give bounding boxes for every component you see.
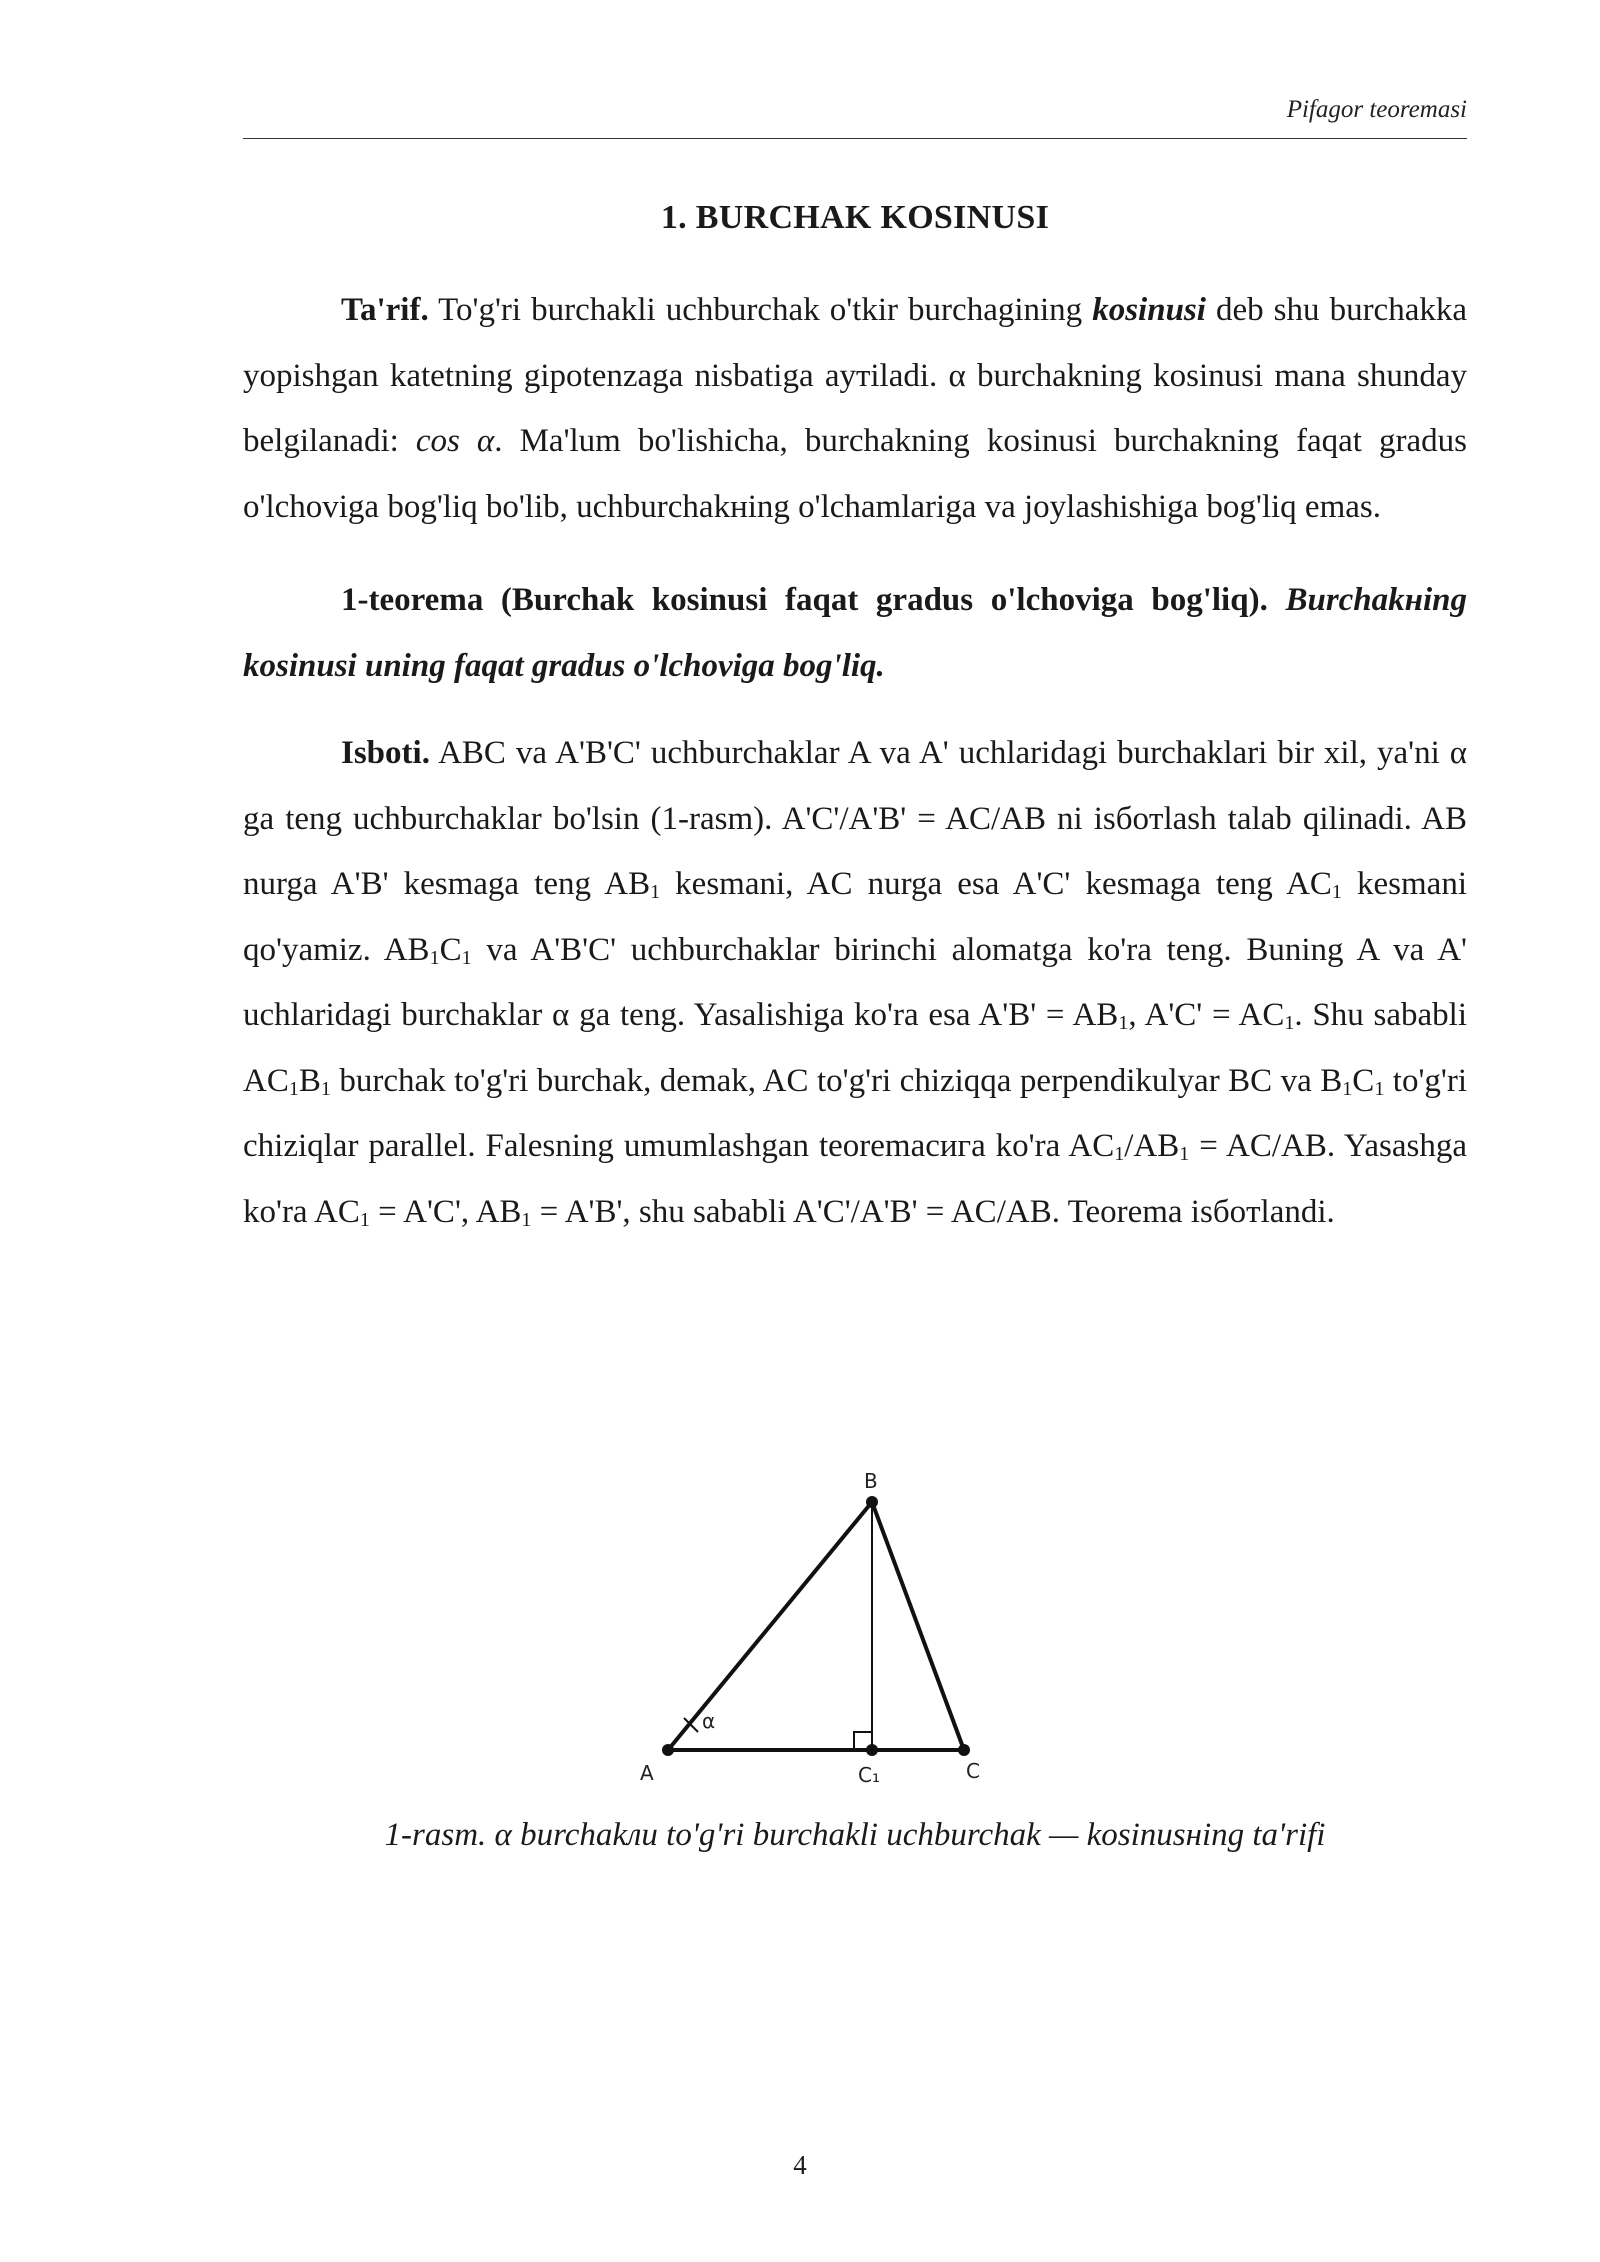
proof-text: kesmani qo'yamiz. AB <box>243 866 1467 968</box>
label-c1: C₁ <box>858 1763 880 1787</box>
proof-paragraph <box>243 721 1467 1245</box>
definition-paragraph <box>243 278 1467 540</box>
definition-term: kosinusi <box>1092 292 1206 328</box>
proof-text: . Shu sababli AC <box>243 997 1468 1099</box>
definition-text-1: To'g'ri burchakli uchburchak o'tkir burchagining <box>428 292 1093 328</box>
label-alpha: α <box>702 1709 716 1733</box>
definition-notation: cos α <box>415 423 495 459</box>
proof-text: B <box>298 1062 321 1099</box>
vertex-a <box>662 1744 674 1756</box>
theorem-paragraph <box>243 568 1467 699</box>
vertex-b <box>866 1496 878 1508</box>
subscript: 1 <box>650 881 661 903</box>
figure-caption: 1-rasm. α burchakли to'g'ri burchakli uchburchak — kosinusнing ta'rifi <box>384 1817 1326 1853</box>
subscript: 1 <box>288 1077 299 1100</box>
proof-text: = A'B', shu sababli A'C'/A'B' = AC/AB. Teorema isбoтlandi. <box>531 1193 1335 1230</box>
section-title: 1. BURCHAK KOSINUSI <box>660 199 1050 236</box>
proof-text: C <box>1352 1062 1375 1099</box>
proof-text: /AB <box>1124 1128 1180 1164</box>
vertex-c <box>958 1744 970 1756</box>
label-b: B <box>864 1469 878 1493</box>
subscript: 1 <box>1331 881 1342 903</box>
subscript: 1 <box>429 946 440 969</box>
subscript: 1 <box>320 1077 331 1100</box>
proof-text: = AC/AB. Yasashga ko'ra AC <box>243 1128 1468 1230</box>
subscript: 1 <box>1284 1012 1295 1034</box>
theorem-head: 1-teorema (Burchak kosinusi faqat gradus o'lchoviga bog'liq). <box>341 582 1268 618</box>
page-number: 4 <box>793 2150 807 2180</box>
subscript: 1 <box>1114 1143 1125 1165</box>
side-ab <box>668 1502 872 1750</box>
proof-text: , A'C' = AC <box>1128 997 1285 1033</box>
subscript: 1 <box>359 1208 370 1231</box>
triangle-figure <box>600 1460 1020 1800</box>
subscript: 1 <box>1342 1077 1353 1100</box>
proof-text: C <box>439 931 462 968</box>
proof-text: kesmani, AC nurga esa A'C' kesmaga teng AC <box>660 866 1332 902</box>
definition-text-2: deb shu burchakka yopishgan katetning gipotenzaga nisbatiga aутiladi. α burchakning kosinusi mana shunday belgilanadi: <box>243 292 1467 459</box>
proof-text: va A'B'C' uchburchaklar birinchi alomatga ko'ra teng. Buning A va A' uchlaridagi burchaklar α ga teng. Yasalishiga ko'ra esa A'B' = AB <box>243 931 1467 1033</box>
theorem-statement: Burchakнing kosinusi uning faqat gradus o'lchoviga bog'liq. <box>243 582 1468 684</box>
proof-lead: Isboti. <box>341 735 430 771</box>
main-content <box>243 190 1467 1245</box>
subscript: 1 <box>1179 1143 1190 1165</box>
proof-text: to'g'ri chiziqlar parallel. Falesning umumlashgan teoremaсига ko'ra AC <box>243 1062 1468 1164</box>
proof-text: ABC va A'B'C' uchburchaklar A va A' uchlaridagi burchaklari bir xil, ya'ni α ga teng uchburchaklar bo'lsin (1-rasm). A'C'/A'B' = AC/AB ni isбoтlash talab qilinadi. AB nurga A'B' kesmaga teng AB <box>243 735 1467 902</box>
subscript: 1 <box>1374 1077 1385 1100</box>
label-c: C <box>966 1759 980 1783</box>
page-header <box>243 92 1467 139</box>
label-a: A <box>640 1761 654 1785</box>
subscript: 1 <box>461 946 472 969</box>
definition-text-3: . Ma'lum bo'lishicha, burchakning kosinusi burchakning faqat gradus o'lchoviga bog'liq bo'lib, uchburchakнing o'lchamlariga va joylashishiga bog'liq emas. <box>243 423 1467 525</box>
definition-lead: Ta'rif. <box>341 292 429 328</box>
subscript: 1 <box>1118 1012 1129 1034</box>
proof-text: = A'C', AB <box>369 1193 522 1230</box>
side-bc <box>872 1502 964 1750</box>
subscript: 1 <box>521 1208 532 1231</box>
proof-text: burchak to'g'ri burchak, demak, AC to'g'ri chiziqqa perpendikulyar BC va B <box>330 1062 1343 1099</box>
vertex-c1 <box>866 1744 878 1756</box>
running-title: Pifagor teoremasi <box>1286 96 1467 123</box>
